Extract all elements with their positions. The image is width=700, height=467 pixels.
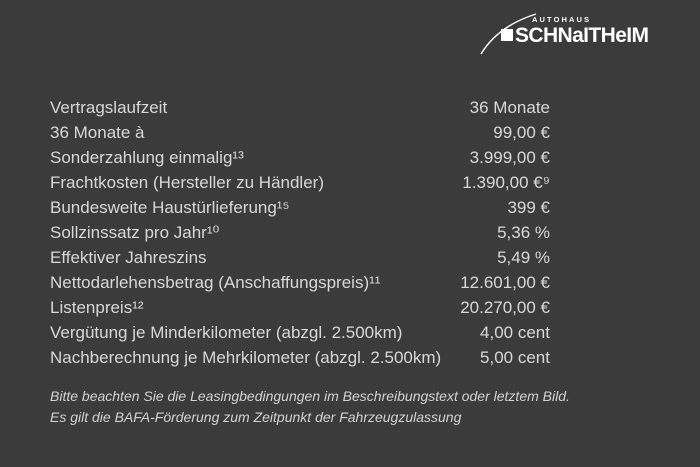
footer-note-line: Es gilt die BAFA-Förderung zum Zeitpunkt der Fahrzeugzulassung: [50, 409, 462, 425]
term-value: 5,49 %: [497, 248, 550, 267]
term-value: 4,00 cent: [480, 323, 550, 342]
term-value: 5,00 cent: [480, 348, 550, 367]
footer-notes: [50, 386, 660, 428]
term-value: 20.270,00 €: [460, 298, 550, 317]
table-row: [50, 195, 550, 220]
table-row: [50, 170, 550, 195]
term-label: 36 Monate à: [50, 123, 145, 142]
table-row: [50, 95, 550, 120]
term-value: 12.601,00 €: [460, 273, 550, 292]
logo-autohaus-text: AUTOHAUS: [532, 15, 592, 24]
logo-brand-name: SCHNaITHeIM: [515, 24, 649, 47]
term-label: Vergütung je Minderkilometer (abzgl. 2.500km): [50, 323, 403, 342]
term-label: Nettodarlehensbetrag (Anschaffungspreis)¹¹: [50, 273, 381, 292]
table-row: [50, 345, 550, 370]
term-value: 3.999,00 €: [469, 148, 550, 167]
leasing-terms-table: [50, 95, 550, 370]
term-label: Effektiver Jahreszins: [50, 248, 207, 267]
term-value: 1.390,00 €⁹: [462, 173, 550, 192]
term-value: 99,00 €: [493, 123, 550, 142]
term-label: Frachtkosten (Hersteller zu Händler): [50, 173, 324, 192]
footer-note-line: Bitte beachten Sie die Leasingbedingungen im Beschreibungstext oder letztem Bild.: [50, 388, 570, 404]
term-label: Bundesweite Haustürlieferung¹⁵: [50, 198, 290, 217]
table-row: [50, 320, 550, 345]
table-row: [50, 145, 550, 170]
logo-square-icon: [501, 29, 513, 41]
table-row: [50, 245, 550, 270]
term-label: Sonderzahlung einmalig¹³: [50, 148, 244, 167]
term-label: Vertragslaufzeit: [50, 98, 168, 117]
term-label: Listenpreis¹²: [50, 298, 144, 317]
table-row: [50, 220, 550, 245]
table-row: [50, 270, 550, 295]
term-label: Sollzinssatz pro Jahr¹⁰: [50, 223, 220, 242]
term-label: Nachberechnung je Mehrkilometer (abzgl. 2.500km): [50, 348, 442, 367]
term-value: 399 €: [507, 198, 550, 217]
table-row: [50, 295, 550, 320]
term-value: 5,36 %: [497, 223, 550, 242]
dealer-logo: [478, 8, 653, 56]
term-value: 36 Monate: [469, 98, 550, 117]
table-row: [50, 120, 550, 145]
